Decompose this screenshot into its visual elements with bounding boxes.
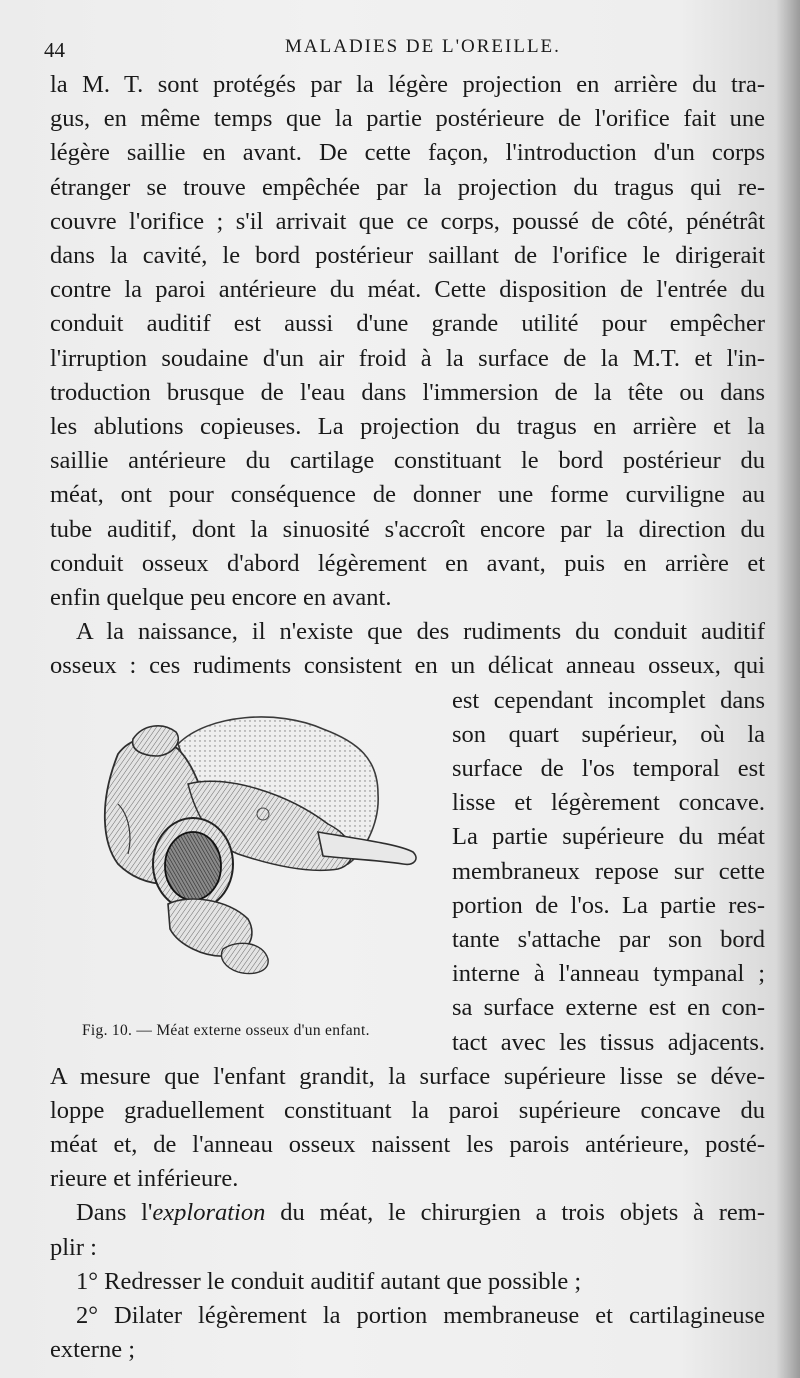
text-line: A mesure que l'enfant grandit, la surface supérieure lisse se déve- bbox=[50, 1062, 765, 1090]
text-line: tube auditif, dont la sinuosité s'accroît encore par la direction du bbox=[50, 515, 765, 543]
text-line bbox=[50, 1196, 765, 1230]
text-line: méat, ont pour conséquence de donner une forme curviligne au bbox=[50, 481, 765, 509]
numbered-list bbox=[50, 1265, 765, 1368]
text-line: enfin quelque peu encore en avant. bbox=[50, 584, 392, 612]
list-item-continuation: externe ; bbox=[50, 1336, 136, 1364]
page-number: 44 bbox=[44, 38, 65, 62]
text-line: La partie supérieure du méat bbox=[452, 823, 765, 851]
text-line: les ablutions copieuses. La projection du tragus en arrière et la bbox=[50, 413, 765, 441]
paragraph-2 bbox=[50, 615, 765, 683]
text-line: A la naissance, il n'existe que des rudiments du conduit auditif bbox=[76, 618, 765, 646]
text-line: est cependant incomplet dans bbox=[452, 686, 765, 714]
text-line: sa surface externe est en con- bbox=[452, 994, 765, 1022]
page-header bbox=[0, 28, 800, 64]
list-item: 1° Redresser le conduit auditif autant que possible ; bbox=[76, 1267, 582, 1295]
text-run: du méat, le chirurgien a trois objets à rem- bbox=[265, 1199, 766, 1227]
list-item: 2° Dilater légèrement la portion membraneuse et cartilagineuse bbox=[76, 1302, 765, 1330]
text-line: légère saillie en avant. De cette façon, l'introduction d'un corps bbox=[50, 139, 765, 167]
text-line: rieure et inférieure. bbox=[50, 1165, 239, 1193]
text-line: osseux : ces rudiments consistent en un délicat anneau osseux, qui bbox=[50, 652, 765, 680]
text-line: troduction brusque de l'eau dans l'immersion de la tête ou dans bbox=[50, 378, 765, 406]
text-run: Dans l' bbox=[76, 1199, 153, 1227]
text-line: contre la paroi antérieure du méat. Cette disposition de l'entrée du bbox=[50, 276, 765, 304]
text-line: méat et, de l'anneau osseux naissent les parois antérieure, posté- bbox=[50, 1131, 765, 1159]
text-line: portion de l'os. La partie res- bbox=[452, 891, 765, 919]
text-line: dans la cavité, le bord postérieur saillant de l'orifice le dirigerait bbox=[50, 242, 765, 270]
paragraph-1 bbox=[50, 68, 765, 615]
text-line: surface de l'os temporal est bbox=[452, 755, 765, 783]
text-line: couvre l'orifice ; s'il arrivait que ce corps, poussé de côté, pénétrât bbox=[50, 207, 765, 235]
wrapped-text-column bbox=[452, 684, 765, 1060]
text-line: étranger se trouve empêchée par la projection du tragus qui re- bbox=[50, 173, 765, 201]
text-line: loppe graduellement constituant la paroi supérieure concave du bbox=[50, 1096, 765, 1124]
paragraph-3 bbox=[50, 1060, 765, 1197]
figure-caption: Fig. 10. — Méat externe osseux d'un enfant. bbox=[82, 1021, 370, 1039]
running-title: MALADIES DE L'OREILLE. bbox=[285, 36, 561, 57]
text-line: tact avec les tissus adjacents. bbox=[452, 1028, 765, 1056]
italic-word: exploration bbox=[152, 1199, 266, 1227]
text-line: conduit osseux d'abord légèrement en avant, puis en arrière et bbox=[50, 549, 765, 577]
text-line: l'irruption soudaine d'un air froid à la surface de la M.T. et l'in- bbox=[50, 344, 765, 372]
text-line: membraneux repose sur cette bbox=[452, 857, 765, 885]
figure-10 bbox=[58, 714, 428, 1039]
text-line: lisse et légèrement concave. bbox=[452, 789, 765, 817]
text-line: la M. T. sont protégés par la légère projection en arrière du tra- bbox=[50, 71, 765, 98]
body-text bbox=[50, 68, 765, 1367]
text-line: tante s'attache par son bord bbox=[452, 926, 765, 954]
figure-wrap-block bbox=[50, 684, 765, 1060]
text-line: conduit auditif est aussi d'une grande utilité pour empêcher bbox=[50, 310, 765, 338]
text-line: gus, en même temps que la partie postérieure de l'orifice fait une bbox=[50, 105, 765, 133]
text-line: interne à l'anneau tympanal ; bbox=[452, 960, 765, 988]
paragraph-4 bbox=[50, 1196, 765, 1264]
temporal-bone-illustration bbox=[58, 714, 428, 984]
text-line: plir : bbox=[50, 1233, 97, 1261]
text-line: saillie antérieure du cartilage constituant le bord postérieur du bbox=[50, 447, 765, 475]
text-line: son quart supérieur, où la bbox=[452, 720, 765, 748]
